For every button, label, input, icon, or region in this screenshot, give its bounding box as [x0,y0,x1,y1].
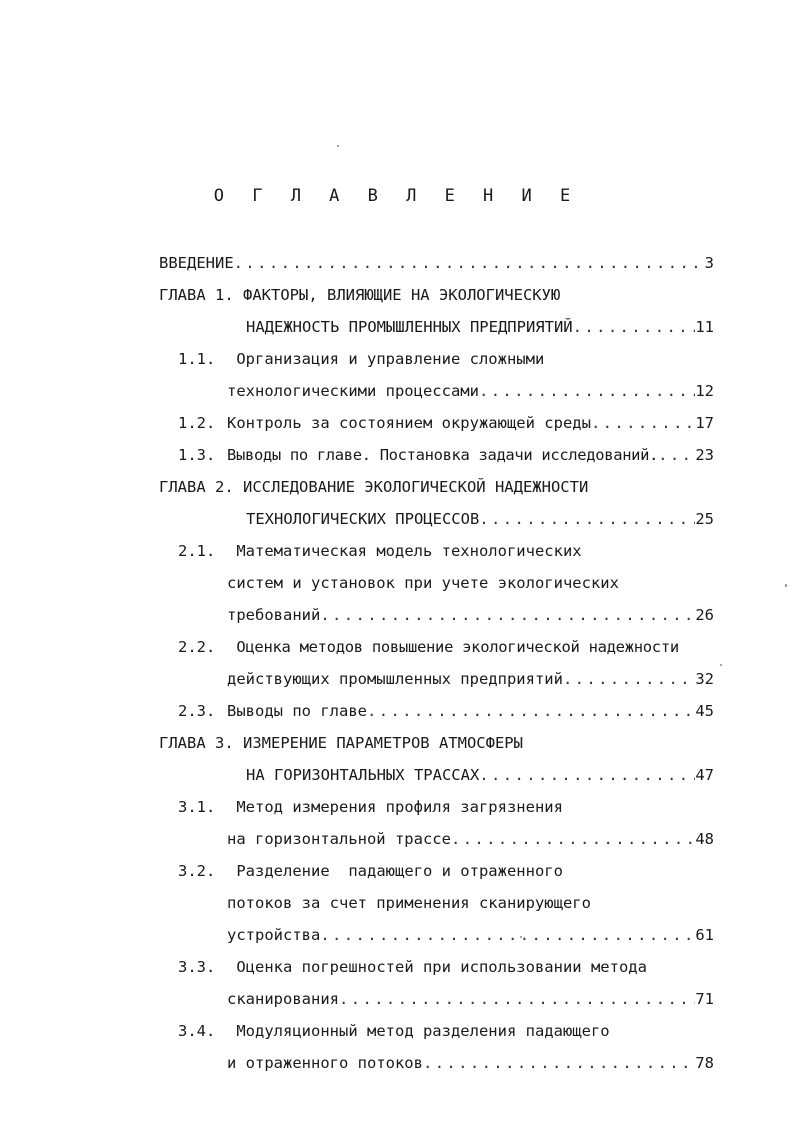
toc-entry-introduction[interactable] [159,252,714,274]
toc-entry-text: ИССЛЕДОВАНИЕ ЭКОЛОГИЧЕСКОЙ НАДЕЖНОСТИ [243,478,589,496]
toc-section-3-2-continuation-2[interactable] [227,924,714,946]
scan-speck [720,664,722,666]
toc-section-3-1[interactable] [178,796,563,818]
toc-entry-text: ТЕХНОЛОГИЧЕСКИХ ПРОЦЕССОВ [246,510,480,528]
toc-section-3-4-continuation[interactable] [227,1052,714,1074]
scan-speck [337,145,339,147]
toc-page-number: 47 [695,766,714,784]
toc-page-number: 3 [704,254,714,272]
toc-section-2-1[interactable] [178,540,582,562]
toc-entry-text: устройства [227,926,321,944]
dot-leader [367,700,695,722]
toc-entry-text: Разделение падающего и отраженного [236,862,563,880]
toc-page-number: 26 [695,606,714,624]
toc-section-number: 3.4. [178,1022,216,1040]
scan-speck [785,584,787,587]
toc-entry-text: ВВЕДЕНИЕ [159,254,234,272]
dot-leader [320,924,695,946]
toc-chapter-2-continuation[interactable] [246,508,714,530]
toc-chapter-2-heading[interactable] [159,476,588,498]
dot-leader [573,316,696,338]
toc-entry-text: и отраженного потоков [227,1054,423,1072]
toc-page-number: 45 [695,702,714,720]
toc-section-3-2-continuation[interactable] [227,892,591,914]
toc-section-number: 1.3. [178,446,216,464]
toc-chapter-number: ГЛАВА 3. [159,734,234,752]
dot-leader [234,252,705,274]
toc-entry-text: Метод измерения профиля загрязнения [236,798,563,816]
toc-entry-text: Оценка методов повышение экологической надежности [236,638,679,656]
scan-speck [520,936,522,938]
toc-section-3-1-continuation[interactable] [227,828,714,850]
toc-entry-text: Контроль за состоянием окружающей среды [227,414,591,432]
toc-section-1-1-continuation[interactable] [227,380,714,402]
toc-chapter-1-heading[interactable] [159,284,560,306]
toc-chapter-number: ГЛАВА 1. [159,286,234,304]
toc-chapter-number: ГЛАВА 2. [159,478,234,496]
toc-section-number: 1.1. [178,350,216,368]
toc-section-number: 3.3. [178,958,216,976]
toc-section-3-3[interactable] [178,956,647,978]
toc-entry-text: Модуляционный метод разделения падающего [236,1022,610,1040]
toc-page-number: 71 [695,990,714,1008]
toc-section-3-3-continuation[interactable] [227,988,714,1010]
toc-entry-text: требований [227,606,321,624]
toc-section-2-1-continuation-2[interactable] [227,604,714,626]
toc-chapter-3-continuation[interactable] [246,764,714,786]
dot-leader [479,380,695,402]
toc-section-number: 2.3. [178,702,216,720]
toc-section-number: 3.1. [178,798,216,816]
toc-section-2-3[interactable] [178,700,714,722]
toc-section-3-2[interactable] [178,860,563,882]
toc-page-number: 61 [695,926,714,944]
dot-leader [563,668,695,690]
toc-entry-text: ИЗМЕРЕНИЕ ПАРАМЕТРОВ АТМОСФЕРЫ [243,734,523,752]
toc-entry-text: НА ГОРИЗОНТАЛЬНЫХ ТРАССАХ [246,766,480,784]
toc-entry-text: на горизонтальной трассе [227,830,451,848]
toc-entry-text: технологическими процессами [227,382,479,400]
toc-page-number: 12 [695,382,714,400]
toc-section-3-4[interactable] [178,1020,610,1042]
toc-page-number: 23 [695,446,714,464]
toc-section-1-3[interactable] [178,444,714,466]
toc-entry-text: Математическая модель технологических [236,542,582,560]
toc-section-2-2[interactable] [178,636,679,658]
toc-section-2-2-continuation[interactable] [227,668,714,690]
dot-leader [658,444,695,466]
toc-entry-text: сканирования [227,990,339,1008]
dot-leader [320,604,695,626]
toc-entry-text: действующих промышленных предприятий [227,670,563,688]
toc-entry-text: систем и установок при учете экологических [227,574,619,592]
toc-section-1-2[interactable] [178,412,714,434]
page-title: О Г Л А В Л Е Н И Е [213,186,580,206]
toc-page-number: 25 [695,510,714,528]
toc-section-number: 2.1. [178,542,216,560]
toc-entry-text: Организация и управление сложными [236,350,545,368]
dot-leader [479,508,695,530]
toc-section-1-1[interactable] [178,348,544,370]
toc-chapter-1-continuation[interactable] [246,316,714,338]
toc-entry-text: Оценка погрешностей при использовании метода [236,958,647,976]
toc-section-2-1-continuation[interactable] [227,572,619,594]
toc-entry-text: потоков за счет применения сканирующего [227,894,591,912]
dot-leader [339,988,695,1010]
toc-page-number: 32 [695,670,714,688]
dot-leader [591,412,695,434]
toc-entry-text: ФАКТОРЫ, ВЛИЯЮЩИЕ НА ЭКОЛОГИЧЕСКУЮ [243,286,561,304]
toc-page-number: 48 [695,830,714,848]
toc-page-number: 17 [695,414,714,432]
toc-entry-text: НАДЕЖНОСТЬ ПРОМЫШЛЕННЫХ ПРЕДПРИЯТИЙ [246,318,573,336]
toc-entry-text: Выводы по главе [227,702,367,720]
toc-page-number: 11 [695,318,714,336]
toc-section-number: 2.2. [178,638,216,656]
toc-chapter-3-heading[interactable] [159,732,523,754]
dot-leader [451,828,695,850]
dot-leader [423,1052,695,1074]
toc-section-number: 3.2. [178,862,216,880]
toc-section-number: 1.2. [178,414,216,432]
toc-page-number: 78 [695,1054,714,1072]
toc-entry-text: Выводы по главе. Постановка задачи исследований. [227,446,659,464]
dot-leader [479,764,695,786]
